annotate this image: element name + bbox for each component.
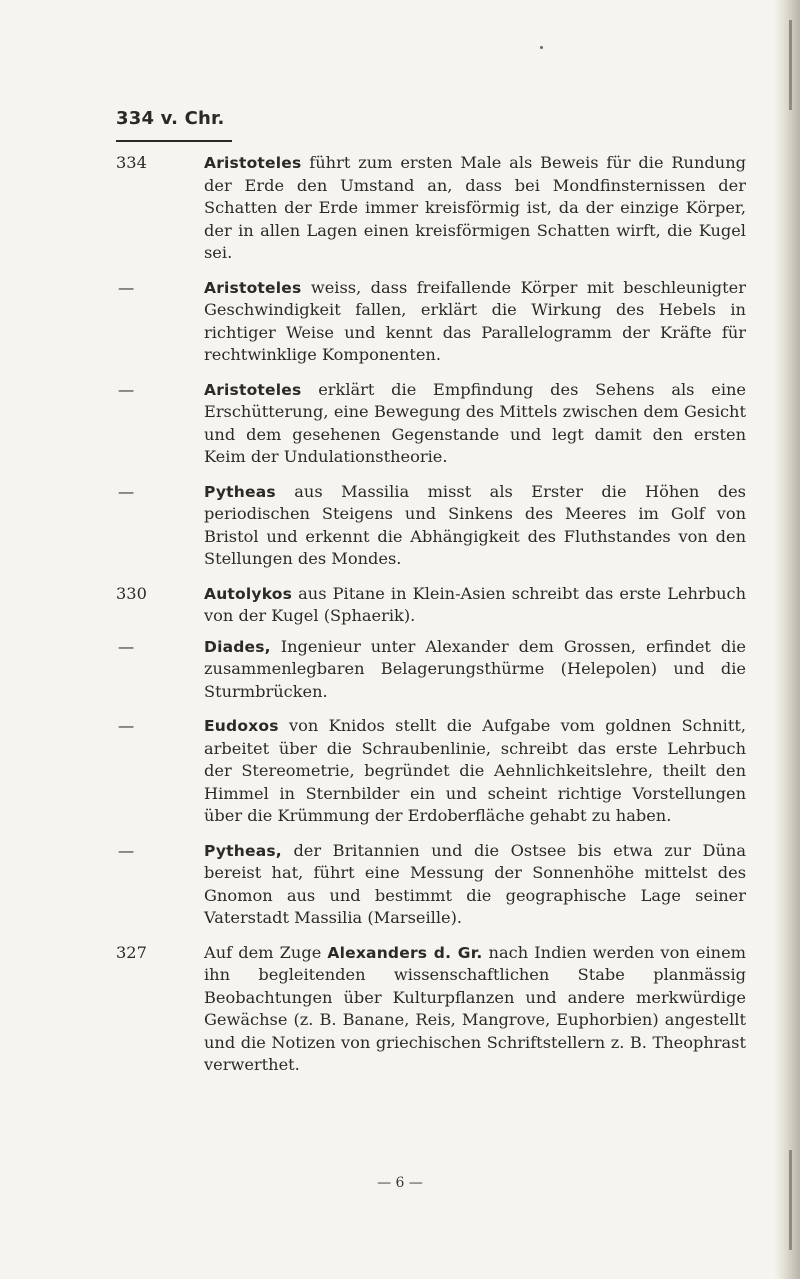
entry-person: Pytheas <box>204 482 276 501</box>
entry <box>116 636 746 704</box>
header-underline <box>116 140 232 142</box>
entry-dash: — <box>118 277 135 297</box>
entry <box>116 840 746 930</box>
entry-text: weiss, dass freifallende Körper mit beschleunigter Geschwindigkeit fallen, erklärt die Wirkung des Hebels in richtiger Weise und kennt das Parallelogramm der Kräfte für rechtwinklige Komponenten. <box>204 277 746 364</box>
entry <box>116 715 746 828</box>
entry <box>116 152 746 265</box>
page-edge-shadow <box>774 0 800 1279</box>
entry-year: 334 <box>116 153 147 172</box>
page-number: — 6 — <box>377 1175 423 1191</box>
entry-text: Ingenieur unter Alexander dem Grossen, erfindet die zusammenlegbaren Belagerungsthürme (Helepolen) und die Sturmbrücken. <box>204 636 746 701</box>
edge-mark <box>789 1150 792 1250</box>
entry-dash: — <box>118 840 135 860</box>
entry-text: aus Pitane in Klein-Asien schreibt das erste Lehrbuch von der Kugel (Sphaerik). <box>204 583 746 625</box>
entry-dash: — <box>118 716 135 735</box>
entry-person: Autolykos <box>204 584 293 603</box>
chronology-entries <box>116 152 746 1089</box>
entry <box>116 583 746 628</box>
entry-dash: — <box>118 481 135 501</box>
entry-dash: — <box>118 636 135 656</box>
entry-text: der Britannien und die Ostsee bis etwa zur Düna bereist hat, führt eine Messung der Sonnenhöhe mittelst des Gnomon aus und bestimmt die geographische Lage seiner Vaterstadt Massilia (Marseille). <box>204 840 746 927</box>
entry-text: nach Indien werden von einem ihn begleitenden wissenschaftlichen Stabe planmässig Beobachtungen über Kulturpflanzen und andere merkwürdige Gewächse (z. B. Banane, Reis, Mangrove, Euphorbien) angestellt und die Notizen von griechischen Schriftstellern z. B. Theophrast verwerthet. <box>204 942 746 1074</box>
running-header: 334 v. Chr. <box>116 108 225 129</box>
entry <box>116 277 746 367</box>
entry-text: führt zum ersten Male als Beweis für die Rundung der Erde den Umstand an, dass bei Mondfinsternissen der Schatten der Erde immer kreisförmig ist, da der einzige Körper, der in allen Lagen einen kreisförmigen Schatten wirft, die Kugel sei. <box>204 153 746 262</box>
entry-dash: — <box>118 379 135 399</box>
entry-year: 327 <box>116 942 147 962</box>
entry-year: 330 <box>116 583 147 603</box>
entry-person: Pytheas, <box>204 841 282 860</box>
entry-person: Diades, <box>204 637 271 656</box>
entry <box>116 481 746 571</box>
entry-person: Eudoxos <box>204 717 279 735</box>
entry <box>116 942 746 1077</box>
edge-mark <box>789 20 792 110</box>
entry-person: Aristoteles <box>204 278 302 297</box>
entry-person: Alexanders d. Gr. <box>327 943 483 962</box>
entry-person: Aristoteles <box>204 380 302 399</box>
entry-text: von Knidos stellt die Aufgabe vom goldnen Schnitt, arbeitet über die Schraubenlinie, schreibt das erste Lehrbuch der Stereometrie, begründet die Aehnlichkeitslehre, theilt den Himmel in Sternbilder ein und scheint richtige Vorstellungen über die Krümmung der Erdoberfläche gehabt zu haben. <box>204 716 746 825</box>
entry-text: erklärt die Empfindung des Sehens als eine Erschütterung, eine Bewegung des Mittels zwischen dem Gesicht und dem gesehenen Gegenstande und legt damit den ersten Keim der Undulationstheorie. <box>204 379 746 466</box>
scan-speck <box>540 46 543 49</box>
entry-person: Aristoteles <box>204 154 302 172</box>
entry-prefix: Auf dem Zuge <box>204 942 328 962</box>
entry <box>116 379 746 469</box>
entry-text: aus Massilia misst als Erster die Höhen des periodischen Steigens und Sinkens des Meeres im Golf von Bristol und erkennt die Abhängigkeit des Fluthstandes von den Stellungen des Mondes. <box>204 481 746 568</box>
